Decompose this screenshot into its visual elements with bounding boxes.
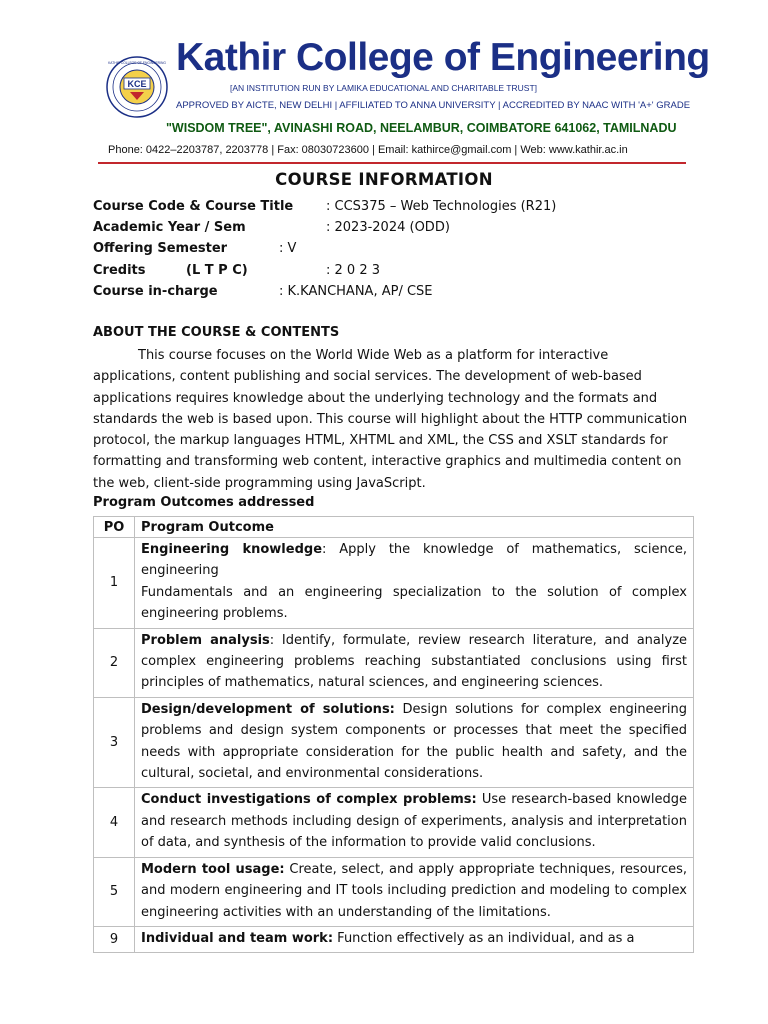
po-description: Conduct investigations of complex problems: Use research-based knowledge and research methods including design of experiments, analysis and interpretation of data, and synthesis of the information to provide valid conclusions. xyxy=(135,788,694,857)
po-description: Modern tool usage: Create, select, and apply appropriate techniques, resources, and modern engineering and IT tools including prediction and modeling to complex engineering activities with an understanding of the limitations. xyxy=(135,857,694,926)
incharge-value: : K.KANCHANA, AP/ CSE xyxy=(279,284,433,299)
po-description: Individual and team work: Function effectively as an individual, and as a xyxy=(135,926,694,952)
po-number: 3 xyxy=(94,697,135,788)
col-outcome-header: Program Outcome xyxy=(135,517,694,538)
about-heading: ABOUT THE COURSE & CONTENTS xyxy=(93,325,340,340)
year-value: : 2023-2024 (ODD) xyxy=(326,220,450,235)
po-number: 5 xyxy=(94,857,135,926)
college-logo xyxy=(106,56,168,118)
po-number: 1 xyxy=(94,538,135,629)
table-row xyxy=(94,926,694,952)
po-number: 9 xyxy=(94,926,135,952)
course-value: : CCS375 – Web Technologies (R21) xyxy=(326,199,557,214)
credits-value: : 2 0 2 3 xyxy=(326,263,380,278)
course-label: Course Code & Course Title xyxy=(93,199,294,214)
institution-note: [AN INSTITUTION RUN BY LAMIKA EDUCATIONAL AND CHARITABLE TRUST] xyxy=(230,83,537,93)
page-title: COURSE INFORMATION xyxy=(275,170,493,189)
header-divider xyxy=(98,162,686,164)
outcomes-heading: Program Outcomes addressed xyxy=(93,495,315,510)
po-number: 4 xyxy=(94,788,135,857)
program-outcomes-table xyxy=(93,516,694,953)
table-row xyxy=(94,628,694,697)
table-row xyxy=(94,697,694,788)
year-label: Academic Year / Sem xyxy=(93,220,246,235)
col-po-header: PO xyxy=(94,517,135,538)
table-header-row xyxy=(94,517,694,538)
credits-label: Credits xyxy=(93,263,146,278)
semester-label: Offering Semester xyxy=(93,241,228,256)
po-description: Problem analysis: Identify, formulate, review research literature, and analyze complex engineering problems reaching substantiated conclusions using first principles of mathematics, natural sciences, and engineering sciences. xyxy=(135,628,694,697)
logo-text: KCE xyxy=(127,79,147,89)
incharge-label: Course in-charge xyxy=(93,284,218,299)
credits-ltpc: (L T P C) xyxy=(186,263,248,278)
po-number: 2 xyxy=(94,628,135,697)
college-name: Kathir College of Engineering xyxy=(176,36,710,79)
contact-line: Phone: 0422–2203787, 2203778 | Fax: 08030723600 | Email: kathirce@gmail.com | Web: www.kathir.ac.in xyxy=(108,144,628,156)
table-row xyxy=(94,788,694,857)
semester-value: : V xyxy=(279,241,297,256)
table-row xyxy=(94,857,694,926)
approvals-line: APPROVED BY AICTE, NEW DELHI | AFFILIATED TO ANNA UNIVERSITY | ACCREDITED BY NAAC WITH 'A+' GRADE xyxy=(176,100,691,111)
po-description: Design/development of solutions: Design solutions for complex engineering problems and design system components or processes that meet the specified needs with appropriate consideration for the public health and safety, and the cultural, societal, and environmental considerations. xyxy=(135,697,694,788)
about-paragraph: This course focuses on the World Wide Web as a platform for interactive applications, content publishing and social services. The development of web-based applications requires knowledge about the underlying technology and the formats and standards the web is based upon. This course will highlight about the HTTP communication protocol, the markup languages HTML, XHTML and XML, the CSS and XSLT standards for formatting and transforming web content, interactive graphics and multimedia content on the web, client-side programming using JavaScript. xyxy=(93,348,688,491)
logo-ring-text: KATHIR COLLEGE OF ENGINEERING xyxy=(108,61,166,65)
table-row xyxy=(94,538,694,629)
address-line: "WISDOM TREE", AVINASHI ROAD, NEELAMBUR, COIMBATORE 641062, TAMILNADU xyxy=(166,121,677,135)
po-description: Engineering knowledge: Apply the knowledge of mathematics, science, engineering Fundamentals and an engineering specialization to the solution of complex engineering problems. xyxy=(135,538,694,629)
